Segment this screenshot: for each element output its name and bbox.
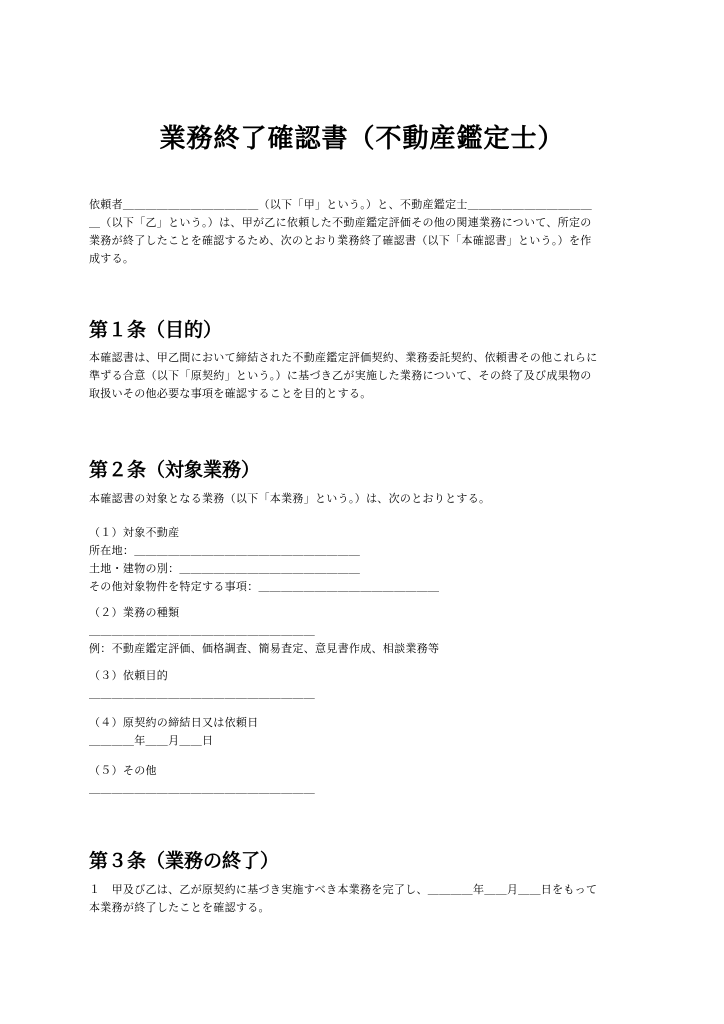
item1-label: （１）対象不動産 [89,526,180,539]
article3-line: 本業務が終了したことを確認する。 [89,901,270,914]
article3-heading: 第３条（業務の終了） [89,850,280,872]
intro-line: ＿（以下「乙」という。）は、甲が乙に依頼した不動産鑑定評価その他の関連業務について、所定の [89,216,592,229]
article2-item5 [89,762,645,798]
item3-blank-field: ＿＿＿＿＿＿＿＿＿＿＿＿＿＿＿＿＿＿＿＿ [89,687,315,700]
item1-land-building-field: 土地・建物の別：＿＿＿＿＿＿＿＿＿＿＿＿＿＿＿＿ [89,562,361,575]
item3-label: （３）依頼目的 [89,669,169,682]
article2-intro-line: 本確認書の対象となる業務（以下「本業務」という。）は、次のとおりとする。 [89,492,491,505]
article2-item1 [89,524,645,596]
article1-heading: 第１条（目的） [89,319,223,341]
article2-intro [89,490,645,508]
article2-item2 [89,604,645,658]
item2-blank-field: ＿＿＿＿＿＿＿＿＿＿＿＿＿＿＿＿＿＿＿＿ [89,624,315,637]
item2-label: （２）業務の種類 [89,606,180,619]
article2-heading: 第２条（対象業務） [89,459,261,481]
item4-date-field: ＿＿＿＿年＿＿月＿＿日 [89,734,214,747]
item2-example: 例：不動産鑑定評価、価格調査、簡易査定、意見書作成、相談業務等 [89,642,440,655]
item4-label: （４）原契約の締結日又は依頼日 [89,716,259,729]
article3-paragraph [89,881,645,917]
intro-line: 業務が終了したことを確認するため、次のとおり業務終了確認書（以下「本確認書」という。）を作 [89,234,592,247]
article1-paragraph [89,349,645,403]
item1-other-field: その他対象物件を特定する事項：＿＿＿＿＿＿＿＿＿＿＿＿＿＿＿＿ [89,580,440,593]
article1-line: 準ずる合意（以下「原契約」という。）に基づき乙が実施した業務について、その終了及び成果物の [89,369,592,382]
document-title: 業務終了確認書（不動産鑑定士） [159,124,565,154]
article2-item4 [89,714,645,750]
article3-line: １ 甲及び乙は、乙が原契約に基づき実施すべき本業務を完了し、＿＿＿＿年＿＿月＿＿日をもって [89,883,598,896]
intro-line: 成する。 [89,252,135,265]
article1-line: 取扱いその他必要な事項を確認することを目的とする。 [89,387,372,400]
intro-paragraph [89,196,645,268]
article2-item3 [89,667,645,703]
item1-location-field: 所在地：＿＿＿＿＿＿＿＿＿＿＿＿＿＿＿＿＿＿＿＿ [89,544,361,557]
item5-blank-field: ＿＿＿＿＿＿＿＿＿＿＿＿＿＿＿＿＿＿＿＿ [89,782,315,795]
article1-line: 本確認書は、甲乙間において締結された不動産鑑定評価契約、業務委託契約、依頼書その他これらに [89,351,598,364]
intro-line: 依頼者＿＿＿＿＿＿＿＿＿＿＿＿（以下「甲」という。）と、不動産鑑定士＿＿＿＿＿＿＿＿＿＿＿ [89,198,592,211]
item5-label: （５）その他 [89,764,157,777]
